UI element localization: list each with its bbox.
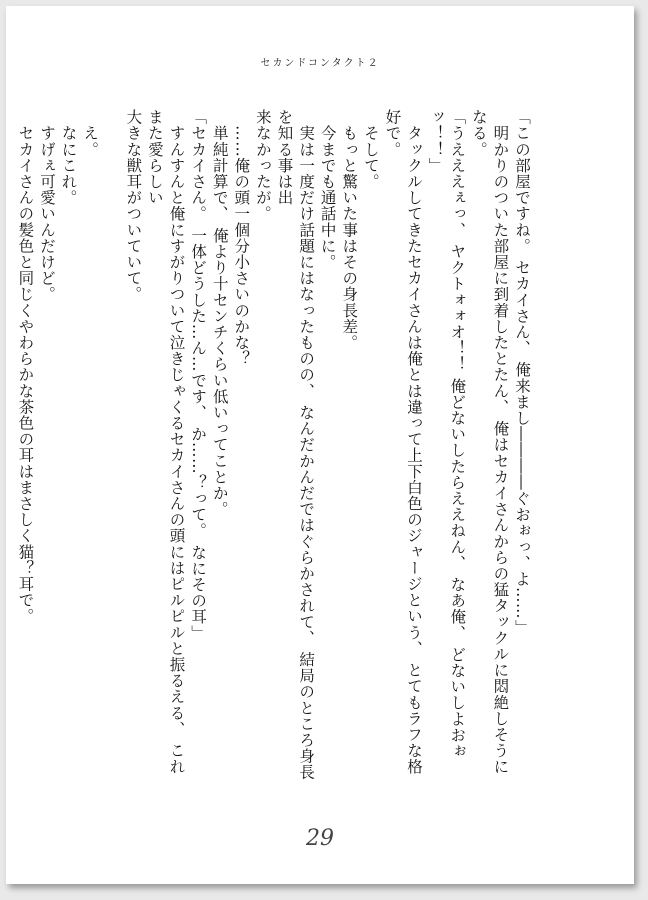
text-line: 単純計算で、 俺より十センチくらい低いってことか。	[210, 109, 229, 518]
text-line: なにこれ。	[59, 109, 78, 206]
page-number: 29	[306, 826, 334, 851]
text-line: すんすんと俺にすがりついて泣きじゃくるセカイさんの頭にはピルピルと振るえる、 これまた愛らしい	[145, 109, 186, 775]
text-line: すげぇ可愛いんだけど。	[37, 109, 56, 303]
text-line: タックルしてきたセカイさんは俺とは違って上下白色のジャージという、 とてもラフな格好で。	[383, 109, 424, 775]
text-line: 「この部屋ですね。 セカイさん、 俺来まし――――ぐおぉっ、よ……」	[513, 109, 531, 636]
text-line: 明かりのついた部屋に到着したとたん、 俺はセカイさんからの猛タックルに悶絶しそうになる。	[469, 109, 510, 775]
page-body-vertical-text	[16, 109, 532, 789]
text-line: え。	[81, 109, 100, 158]
text-line: ……俺の頭一個分小さいのかな？	[232, 109, 251, 367]
running-header: セカンドコンタクト２	[260, 58, 380, 69]
text-line: 今までも通話中に。	[318, 109, 337, 270]
book-page	[6, 6, 634, 884]
text-line: 「うえええぇっ、 ヤクトォォオ！！ 俺どないしたらええねん、 なあ俺、 どないしよおぉッ！！」	[426, 109, 467, 760]
text-line: もっと驚いた事はその身長差。	[340, 109, 359, 351]
text-line: 実は一度だけ話題にはなったものの、 なんだかんだではぐらかされて、 結局のところ身長を知る事は出	[275, 109, 316, 781]
text-line: 来なかったが。	[253, 109, 272, 222]
text-line: セカイさんの髪色と同じくやわらかな茶色の耳はまさしく猫？耳で。	[16, 109, 35, 625]
text-line: 大きな獣耳がついていて。	[124, 109, 143, 303]
text-line: そして。	[361, 109, 380, 190]
blank-line	[100, 109, 122, 789]
text-line: 「セカイさん。 一体どうした…ん…です、 か……？って。 なにその耳」	[189, 109, 208, 641]
